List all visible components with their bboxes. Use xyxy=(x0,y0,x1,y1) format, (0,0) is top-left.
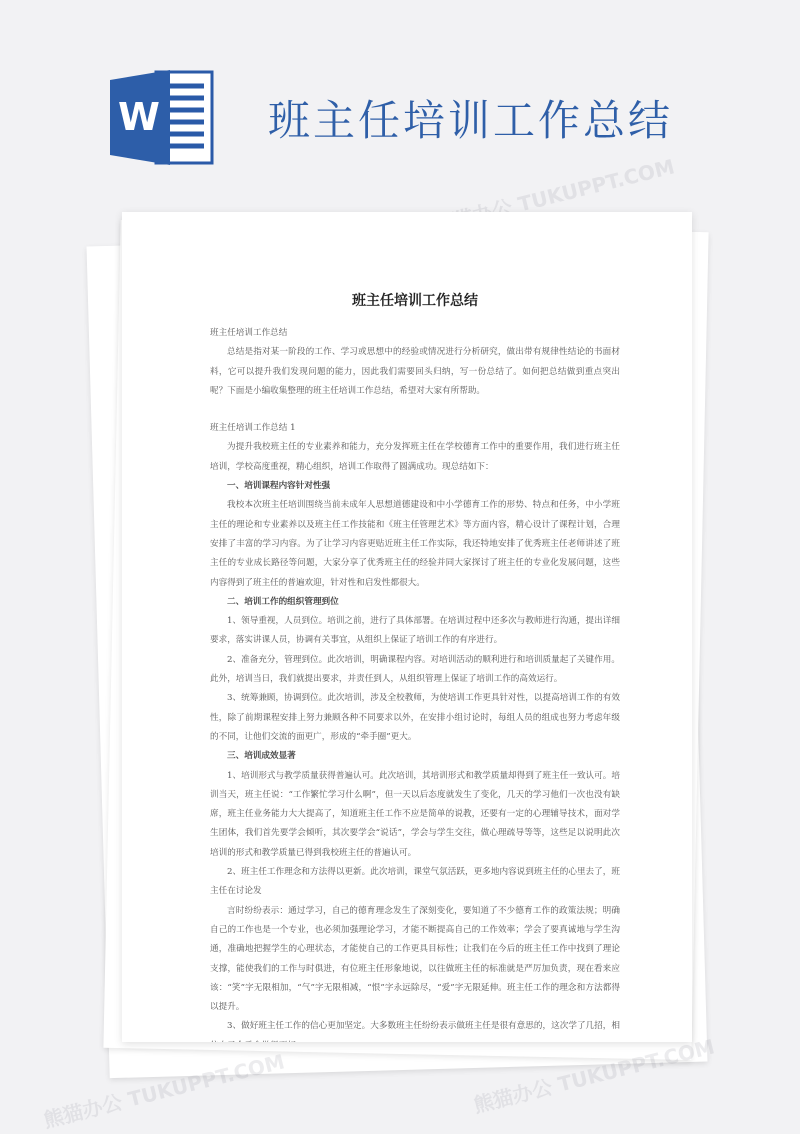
doc-paragraph: 1、领导重视，人员到位。培训之前，进行了具体部署。在培训过程中还多次与教师进行沟通，提出详细要求，落实讲课人员，协调有关事宜，从组织上保证了培训工作的有序进行。 xyxy=(210,616,620,646)
doc-heading: 三、培训成效显著 xyxy=(227,751,296,762)
doc-paragraph: 我校本次班主任培训围绕当前未成年人思想道德建设和中小学德育工作的形势、特点和任务，中小学班主任的理论和专业素养以及班主任工作技能和《班主任管理艺术》等方面内容，精心设计了课程计划，合理安排了丰富的学习内容。为了让学习内容更贴近班主任工作实际，我还特地安排了优秀班主任老师讲述了班主任的专业成长路径等问题，大家分享了优秀班主任的经验并同大家探讨了班主任的专业化发展问题，这些内容得到了班主任的普遍欢迎，针对性和启发性都很大。 xyxy=(210,500,620,588)
doc-paragraph: 为提升我校班主任的专业素养和能力，充分发挥班主任在学校德育工作中的重要作用，我们进行班主任培训，学校高度重视，精心组织，培训工作取得了圆满成功。现总结如下： xyxy=(210,442,620,472)
doc-paragraph: 2、班主任工作理念和方法得以更新。此次培训，课堂气氛活跃，更多地内容说到班主任的心里去了，班主任在讨论发 xyxy=(210,867,620,897)
doc-paragraph: 3、统筹兼顾，协调到位。此次培训，涉及全校教师，为使培训工作更具针对性，以提高培训工作的有效性，除了前期课程安排上努力兼顾各种不同要求以外，在安排小组讨论时，每组人员的组成也努力考虑年级的不同，让他们交流的面更广，形成的“牵手圈”更大。 xyxy=(210,693,620,742)
page-title: 班主任培训工作总结 xyxy=(268,96,674,145)
word-document-icon xyxy=(110,70,220,165)
document-title: 班主任培训工作总结 xyxy=(352,293,478,309)
svg-text:W: W xyxy=(118,95,160,139)
doc-subtitle: 班主任培训工作总结 xyxy=(210,328,288,338)
doc-paragraph: 1、培训形式与教学质量获得普遍认可。此次培训，其培训形式和教学质量却得到了班主任一致认可。培训当天，班主任说：“工作繁忙学习什么啊”，但一天以后态度就发生了变化，几天的学习他们一次也没有缺席，班主任业务能力大大提高了，知道班主任工作不应是简单的说教，还要有一定的心理辅导技术，面对学生团体，我们首先要学会倾听，其次要学会“说话”，学会与学生交往，做心理疏导等等，这些足以说明此次培训的形式和教学质量已得到我校班主任的普遍认可。 xyxy=(210,770,620,858)
doc-paragraph: 2、准备充分，管理到位。此次培训，明确课程内容。对培训活动的顺利进行和培训质量起了关键作用。此外，培训当日，我们就提出要求，并责任到人，从组织管理上保证了培训工作的高效运行。 xyxy=(210,654,620,685)
doc-heading: 二、培训工作的组织管理到位 xyxy=(227,596,339,607)
header-banner xyxy=(0,0,800,200)
document-body xyxy=(210,290,620,1042)
document-page xyxy=(122,212,692,1042)
doc-paragraph: 言时纷纷表示：通过学习，自己的德育理念发生了深刻变化，要知道了不少德育工作的政策法规；明确自己的工作也是一个专业，也必须加强理论学习，才能不断提高自己的工作效率；学会了要真诚地与学生沟通，准确地把握学生的心理状态，才能使自己的工作更具目标性；让我们在今后的班主任工作中找到了理论支撑，能使我们的工作与时俱进，有位班主任形象地说，以往做班主任的标准就是严厉加负责，现在看来应该：“笑”字无限相加，“气”字无限相减，“恨”字永远除尽，“爱”字无限延伸。班主任工作的理念和方法都得以提升。 xyxy=(210,905,620,1013)
watermark-1: 熊猫办公 TUKUPPT.COM xyxy=(431,154,677,238)
doc-section-title: 班主任培训工作总结 1 xyxy=(210,423,296,434)
watermark-3: 熊猫办公 TUKUPPT.COM xyxy=(471,1034,717,1118)
doc-paragraph: 3、做好班主任工作的信心更加坚定。大多数班主任纷纷表示做班主任是很有意思的，这次学了几招，相 xyxy=(227,1021,620,1032)
doc-heading: 一、培训课程内容针对性强 xyxy=(227,481,331,492)
doc-paragraph: 总结是指对某一阶段的工作、学习或思想中的经验或情况进行分析研究，做出带有规律性结论的书面材料，它可以提升我们发现问题的能力，因此我们需要回头归纳，写一份总结了。如何把总结做到重点突出呢？下面是小编收集整理的班主任培训工作总结，希望对大家有所帮助。 xyxy=(210,347,620,396)
watermark-2: 熊猫办公 TUKUPPT.COM xyxy=(41,1049,287,1133)
